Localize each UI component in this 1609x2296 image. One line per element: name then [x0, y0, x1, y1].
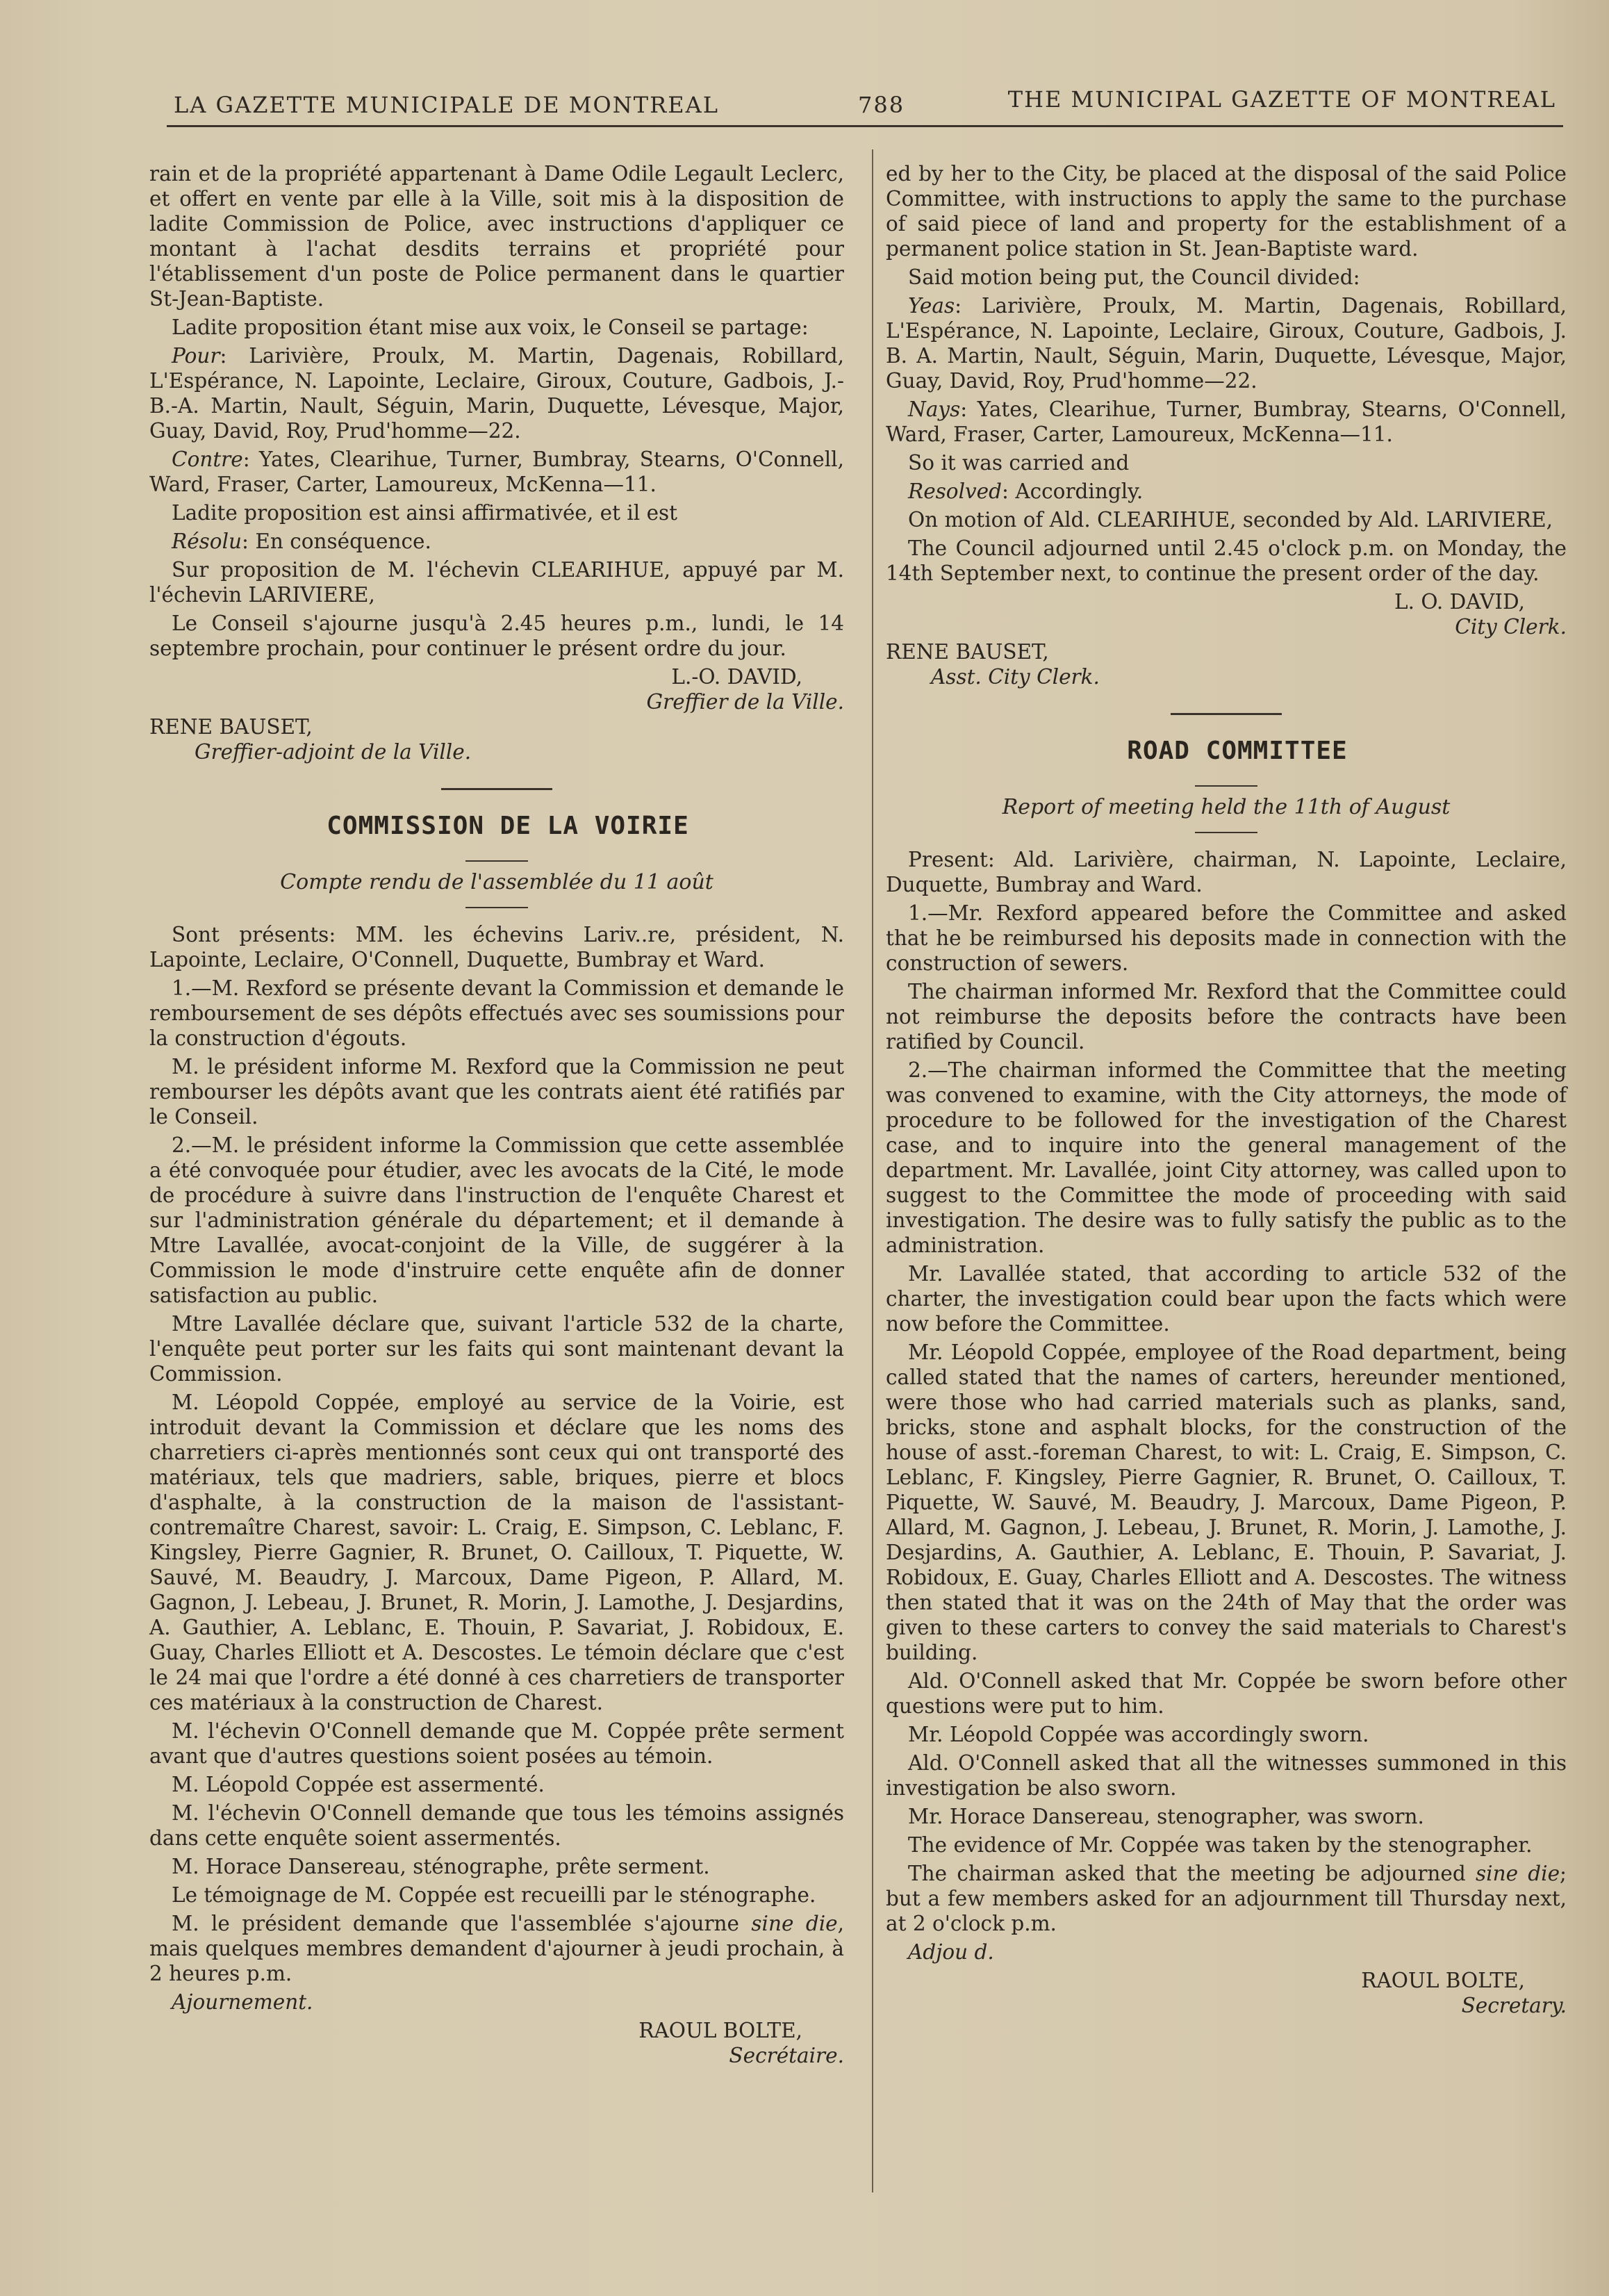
text-run: sine die: [751, 1912, 838, 1935]
paragraph: M. le président informe M. Rexford que la Commission ne peut rembourser les dépôts avant que les contrats aient été ratifiés par le Conseil.: [149, 1055, 844, 1129]
paragraph: The evidence of Mr. Coppée was taken by the stenographer.: [908, 1833, 1533, 1857]
paragraph: On motion of Ald. CLEARIHUE, seconded by Ald. LARIVIERE,: [908, 508, 1553, 532]
signature-title: City Clerk.: [1455, 615, 1567, 639]
signature-title: Asst. City Clerk.: [931, 665, 1100, 689]
page-number: 788: [858, 92, 905, 118]
vote-nays: [886, 397, 1567, 447]
adjournment: Ajournement.: [172, 1990, 313, 2014]
vote-names: : Yates, Clearihue, Turner, Bumbray, Stearns, O'Connell, Ward, Fraser, Carter, Lamoureux, McKenna—11.: [149, 448, 844, 496]
paragraph: M. l'échevin O'Connell demande que M. Coppée prête serment avant que d'autres questions soient posées au témoin.: [149, 1719, 844, 1768]
paragraph: Sont présents: MM. les échevins Lariv..re, président, N. Lapointe, Leclaire, O'Connell, Duquette, Bumbray et Ward.: [149, 923, 844, 971]
paragraph: M. Horace Dansereau, sténographe, prête serment.: [172, 1855, 710, 1878]
section-title: ROAD COMMITTEE: [1127, 737, 1348, 765]
paragraph: So it was carried and: [908, 451, 1130, 475]
paragraph: Mr. Léopold Coppée, employee of the Road department, being called stated that the names of carters, hereunder mentioned, were those who had carried materials such as planks, sand, bricks, stone and asphalt blocks, for the construction of the house of asst.-foreman Charest, to wit: L. Craig, E. Simpson, C. Leblanc, F. Kingsley, Pierre Gagnier, R. Brunet, O. Cailloux, T. Piquette, W. Sauvé, M. Beaudry, J. Marcoux, Dame Pigeon, P. Allard, M. Gagnon, J. Lebeau, J. Brunet, R. Morin, J. Lamothe, J. Desjardins, A. Gauthier, A. Leblanc, E. Thouin, P. Savariat, J. Robidoux, E. Guay, Charles Elliott and A. Descostes. The witness then stated that it was on the 24th of May that the order was given to these carters to convey the said materials to Charest's building.: [886, 1340, 1567, 1664]
paragraph: 2.—The chairman informed the Committee that the meeting was convened to examine, with the City attorneys, the mode of procedure to be followed for the investigation of the Charest case, and to inquire into the general management of the department. Mr. Lavallée, joint City attorney, was called upon to suggest to the Committee the mode of proceeding with said investigation. The desire was to fully satisfy the public as to the administration.: [886, 1058, 1567, 1257]
column-divider: [872, 149, 873, 2192]
paragraph: Mr. Léopold Coppée was accordingly sworn.: [908, 1723, 1369, 1746]
text-run: The chairman asked that the meeting be adjourned: [908, 1862, 1476, 1885]
adjournment: Adjou d.: [908, 1940, 994, 1964]
resolution-text: : En conséquence.: [242, 530, 431, 553]
signature-name: RENE BAUSET,: [149, 715, 313, 739]
signature-name: RAOUL BOLTE,: [638, 2019, 802, 2042]
paragraph: Ladite proposition étant mise aux voix, le Conseil se partage:: [172, 315, 809, 339]
vote-names: : Larivière, Proulx, M. Martin, Dagenais, Robillard, L'Espérance, N. Lapointe, Leclaire, Giroux, Couture, Gadbois, J.-B.-A. Martin, Nault, Séguin, Marin, Duquette, Lévesque, Major, Guay, David, Roy, Prud'homme—22.: [149, 344, 844, 443]
resolution: [149, 529, 844, 554]
section-subtitle: Compte rendu de l'assemblée du 11 août: [280, 870, 713, 894]
signature-name: RENE BAUSET,: [886, 640, 1049, 664]
text-run: sine die: [1476, 1862, 1560, 1885]
paragraph: Le témoignage de M. Coppée est recueilli par le sténographe.: [172, 1883, 816, 1907]
header-english-title: THE MUNICIPAL GAZETTE OF MONTREAL: [1007, 86, 1556, 113]
vote-names: : Larivière, Proulx, M. Martin, Dagenais, Robillard, L'Espérance, N. Lapointe, Leclaire, Giroux, Couture, Gadbois, J. B. A. Martin, Nault, Séguin, Marin, Duquette, Lévesque, Major, Guay, David, Roy, Prud'homme—22.: [886, 294, 1567, 393]
page-header: [174, 86, 1556, 122]
text-run: ; but a few members asked for an adjournment till Thursday next, at 2 o'clock p.m.: [886, 1862, 1567, 1935]
paragraph: Ald. O'Connell asked that Mr. Coppée be sworn before other questions were put to him.: [886, 1669, 1567, 1718]
text-run: , mais quelques membres demandent d'ajourner à jeudi prochain, à 2 heures p.m.: [149, 1912, 844, 1985]
paragraph: Mr. Lavallée stated, that according to article 532 of the charter, the investigation could bear upon the facts which were now before the Committee.: [886, 1262, 1567, 1336]
paragraph: The chairman informed Mr. Rexford that the Committee could not reimburse the deposits before the contracts have been ratified by Council.: [886, 980, 1567, 1053]
paragraph: [886, 1861, 1567, 1936]
french-column: [149, 161, 844, 2068]
paragraph: [149, 1911, 844, 1986]
section-subtitle: Report of meeting held the 11th of August: [1002, 795, 1451, 819]
signature-name: L.-O. DAVID,: [671, 665, 802, 689]
paragraph: 2.—M. le président informe la Commission que cette assemblée a été convoquée pour étudier, avec les avocats de la Cité, le mode de procédure à suivre dans l'instruction de l'enquête Charest et sur l'administration générale du département; et il demande à Mtre Lavallée, avocat-conjoint de la Ville, de suggérer à la Commission le mode d'instruire cette enquête afin de donner satisfaction au public.: [149, 1133, 844, 1307]
vote-contre: [149, 447, 844, 497]
signature-name: RAOUL BOLTE,: [1361, 1969, 1525, 1992]
resolution-text: : Accordingly.: [1002, 479, 1144, 503]
paragraph: 1.—Mr. Rexford appeared before the Committee and asked that he be reimbursed his deposits made in connection with the construction of sewers.: [886, 901, 1567, 975]
paragraph: 1.—M. Rexford se présente devant la Commission et demande le remboursement de ses dépôts effectués avec ses soumissions pour la construction d'égouts.: [149, 976, 844, 1050]
paragraph: Said motion being put, the Council divided:: [908, 265, 1360, 289]
vote-names: : Yates, Clearihue, Turner, Bumbray, Stearns, O'Connell, Ward, Fraser, Carter, Lamoureux, McKenna—11.: [886, 397, 1567, 446]
paragraph: Ald. O'Connell asked that all the witnesses summoned in this investigation be also sworn.: [886, 1751, 1567, 1800]
paragraph: M. l'échevin O'Connell demande que tous les témoins assignés dans cette enquête soient assermentés.: [149, 1801, 844, 1850]
header-rule: [167, 125, 1563, 127]
resolution-label: Resolved: [908, 479, 1002, 503]
paragraph: Mr. Horace Dansereau, stenographer, was sworn.: [908, 1805, 1424, 1828]
paragraph: Ladite proposition est ainsi affirmativée, et il est: [172, 501, 678, 525]
signature-name: L. O. DAVID,: [1394, 590, 1525, 614]
vote-label: Yeas: [908, 294, 955, 318]
paragraph: rain et de la propriété appartenant à Dame Odile Legault Leclerc, et offert en vente par elle à la Ville, soit mis à la disposition de ladite Commission de Police, avec instructions d'appliquer ce montant à l'achat desdits terrains et propriété pour l'établissement d'un poste de Police permanent dans le quartier St-Jean-Baptiste.: [149, 162, 844, 311]
resolution-label: Résolu: [172, 530, 242, 553]
paragraph: Le Conseil s'ajourne jusqu'à 2.45 heures p.m., lundi, le 14 septembre prochain, pour continuer le présent ordre du jour.: [149, 612, 844, 660]
vote-yeas: [886, 293, 1567, 393]
signature-title: Greffier de la Ville.: [646, 690, 844, 714]
text-run: M. le président demande que l'assemblée s'ajourne: [172, 1912, 752, 1935]
vote-pour: [149, 343, 844, 443]
paragraph: Present: Ald. Larivière, chairman, N. Lapointe, Leclaire, Duquette, Bumbray and Ward.: [886, 848, 1567, 896]
paragraph: The Council adjourned until 2.45 o'clock p.m. on Monday, the 14th September next, to continue the present order of the day.: [886, 536, 1567, 585]
paragraph: Sur proposition de M. l'échevin CLEARIHUE, appuyé par M. l'échevin LARIVIERE,: [149, 558, 844, 607]
resolution: [886, 479, 1567, 504]
paragraph: M. Léopold Coppée est assermenté.: [172, 1773, 545, 1796]
header-french-title: LA GAZETTE MUNICIPALE DE MONTREAL: [174, 92, 719, 118]
vote-label: Nays: [908, 397, 961, 421]
paragraph: ed by her to the City, be placed at the disposal of the said Police Committee, with instructions to apply the same to the purchase of said piece of land and property for the establishment of a permanent police station in St. Jean-Baptiste ward.: [886, 162, 1567, 261]
signature-title: Greffier-adjoint de la Ville.: [195, 740, 472, 764]
vote-label: Contre: [172, 448, 243, 471]
signature-title: Secretary.: [1461, 1994, 1567, 2017]
signature-title: Secrétaire.: [729, 2044, 844, 2067]
vote-label: Pour: [172, 344, 220, 368]
section-title: COMMISSION DE LA VOIRIE: [327, 812, 689, 840]
english-column: [886, 161, 1567, 2018]
paragraph: Mtre Lavallée déclare que, suivant l'article 532 de la charte, l'enquête peut porter sur les faits qui sont maintenant devant la Commission.: [149, 1312, 844, 1386]
paragraph: M. Léopold Coppée, employé au service de la Voirie, est introduit devant la Commission et déclare que les noms des charretiers ci-après mentionnés sont ceux qui ont transporté des matériaux, tels que madriers, sable, briques, pierre et blocs d'asphalte, à la construction de la maison de l'assistant-contremaître Charest, savoir: L. Craig, E. Simpson, C. Leblanc, F. Kingsley, Pierre Gagnier, R. Brunet, O. Cailloux, T. Piquette, W. Sauvé, M. Beaudry, J. Marcoux, Dame Pigeon, P. Allard, M. Gagnon, J. Lebeau, J. Brunet, R. Morin, J. Lamothe, J. Desjardins, A. Gauthier, A. Leblanc, E. Thouin, P. Savariat, J. Robidoux, E. Guay, Charles Elliott et A. Descostes. Le témoin déclare que c'est le 24 mai que l'ordre a été donné à ces charretiers de transporter ces matériaux à la construction de Charest.: [149, 1391, 844, 1714]
